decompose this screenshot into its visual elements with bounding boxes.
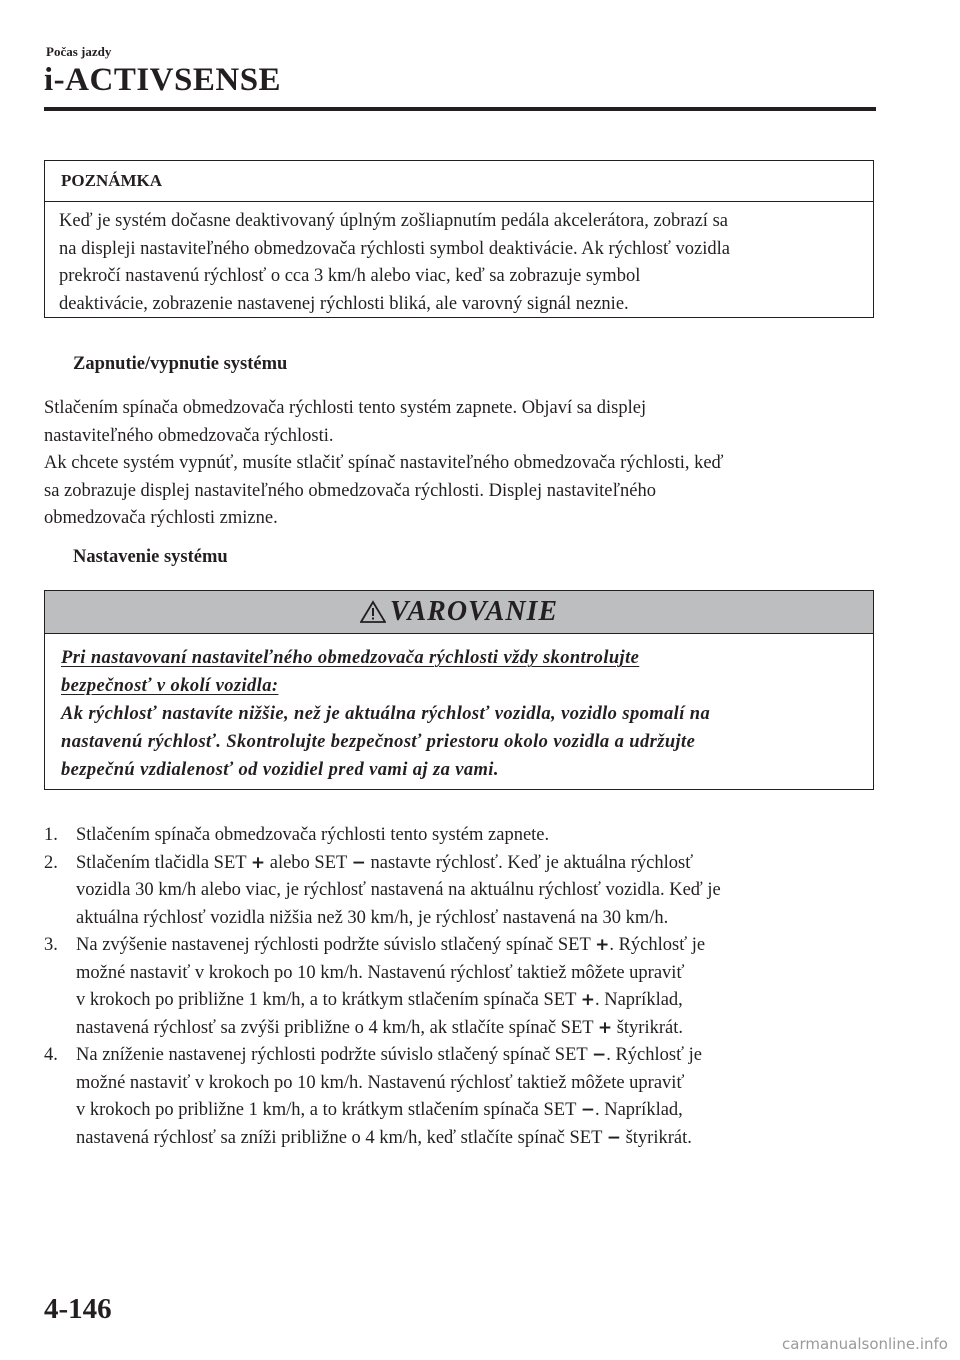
step-text: Na zníženie nastavenej rýchlosti podržte súvislo stlačený spínač SET [76,1045,592,1065]
step-number: 1. [44,825,58,845]
step-line [76,932,884,960]
page-number: 4-146 [44,1293,112,1325]
step-text: alebo SET [265,852,352,873]
warning-header [45,591,873,634]
steps-list [44,822,884,1152]
step-line [76,1125,884,1153]
step-text: Stlačením spínača obmedzovača rýchlosti tento systém zapnete. [76,825,550,845]
step-line [76,1070,884,1098]
watermark: carmanualsonline.info [782,1335,948,1353]
minus-icon: − [580,1100,595,1120]
warning-body [45,634,873,784]
warning-line: bezpečnosť v okolí vozidla: [61,676,279,696]
step-line [76,960,884,988]
minus-icon: − [591,1045,607,1065]
plus-icon: + [250,852,266,873]
step-line [76,1015,884,1043]
step-item [44,822,884,850]
on-off-heading: Zapnutie/vypnutie systému [73,354,288,374]
minus-icon: − [351,852,366,873]
step-text: . Napríklad, [594,1100,683,1120]
step-number: 3. [44,935,58,955]
step-text: nastavená rýchlosť sa zvýši približne o 4 km/h, ak stlačíte spínač SET [76,1017,598,1038]
step-text: nastavte rýchlosť. Keď je aktuálna rýchlosť [365,852,694,873]
step-text: . Rýchlosť je [606,1045,702,1065]
step-line [76,850,884,878]
step-line [76,877,884,905]
paragraph-line: sa zobrazuje displej nastaviteľného obmedzovača rýchlosti. Displej nastaviteľného [44,480,656,501]
warning-line: nastavenú rýchlosť. Skontrolujte bezpečnosť priestoru okolo vozidla a udržujte [61,732,696,752]
step-text: možné nastaviť v krokoch po 10 km/h. Nastavenú rýchlosť taktiež môžete upraviť [76,962,685,983]
note-line: deaktivácie, zobrazenie nastavenej rýchlosti bliká, ale varovný signál neznie. [59,293,629,314]
step-number: 2. [44,852,58,873]
step-item [44,932,884,1042]
step-text: štyrikrát. [612,1017,683,1038]
step-text: nastavená rýchlosť sa zníži približne o 4 km/h, keď stlačíte spínač SET [76,1127,607,1148]
step-item [44,1042,884,1152]
paragraph-line: Ak chcete systém vypnúť, musíte stlačiť spínač nastaviteľného obmedzovača rýchlosti, keď [44,453,724,473]
step-line [76,1042,884,1070]
warning-triangle-icon [360,600,386,624]
plus-icon: + [580,990,595,1010]
note-box [44,160,874,318]
note-line: prekročí nastavenú rýchlosť o cca 3 km/h alebo viac, keď sa zobrazuje symbol [59,266,641,286]
step-text: . Napríklad, [594,990,683,1010]
step-line [76,905,884,933]
plus-icon: + [597,1017,613,1038]
header-divider [44,107,876,111]
step-text: Stlačením tlačidla SET [76,852,251,873]
paragraph-line: nastaviteľného obmedzovača rýchlosti. [44,425,334,446]
warning-line: Pri nastavovaní nastaviteľného obmedzovača rýchlosti vždy skontrolujte [61,648,640,668]
step-text: aktuálna rýchlosť vozidla nižšia než 30 km/h, je rýchlosť nastavená na 30 km/h. [76,907,669,928]
note-title: POZNÁMKA [45,161,873,202]
plus-icon: + [595,935,610,955]
step-text: vozidla 30 km/h alebo viac, je rýchlosť nastavená na aktuálnu rýchlosť vozidla. Keď je [76,880,721,900]
step-text: v krokoch po približne 1 km/h, a to krátkym stlačením spínača SET [76,990,581,1010]
step-text: možné nastaviť v krokoch po 10 km/h. Nastavenú rýchlosť taktiež môžete upraviť [76,1072,685,1093]
step-text: v krokoch po približne 1 km/h, a to krátkym stlačením spínača SET [76,1100,581,1120]
on-off-paragraph [44,395,874,533]
minus-icon: − [606,1127,621,1148]
warning-box [44,590,874,790]
step-number: 4. [44,1045,58,1065]
step-line [76,822,884,850]
note-body [45,202,873,318]
chapter-title: i-ACTIVSENSE [44,62,282,98]
paragraph-line: obmedzovača rýchlosti zmizne. [44,508,278,528]
section-title: Počas jazdy [46,44,112,59]
step-text: Na zvýšenie nastavenej rýchlosti podržte súvislo stlačený spínač SET [76,935,596,955]
warning-line: bezpečnú vzdialenosť od vozidiel pred vami aj za vami. [61,760,499,780]
step-text: štyrikrát. [620,1127,692,1148]
note-line: Keď je systém dočasne deaktivovaný úplným zošliapnutím pedála akcelerátora, zobrazí sa [59,211,728,231]
warning-title: VAROVANIE [389,596,559,627]
step-line [76,1097,884,1125]
warning-line: Ak rýchlosť nastavíte nižšie, než je aktuálna rýchlosť vozidla, vozidlo spomalí na [61,704,711,724]
step-item [44,850,884,933]
paragraph-line: Stlačením spínača obmedzovača rýchlosti tento systém zapnete. Objaví sa displej [44,398,647,418]
note-line: na displeji nastaviteľného obmedzovača rýchlosti symbol deaktivácie. Ak rýchlosť vozidla [59,238,730,259]
setting-heading: Nastavenie systému [73,547,228,567]
step-line [76,987,884,1015]
step-text: . Rýchlosť je [609,935,706,955]
